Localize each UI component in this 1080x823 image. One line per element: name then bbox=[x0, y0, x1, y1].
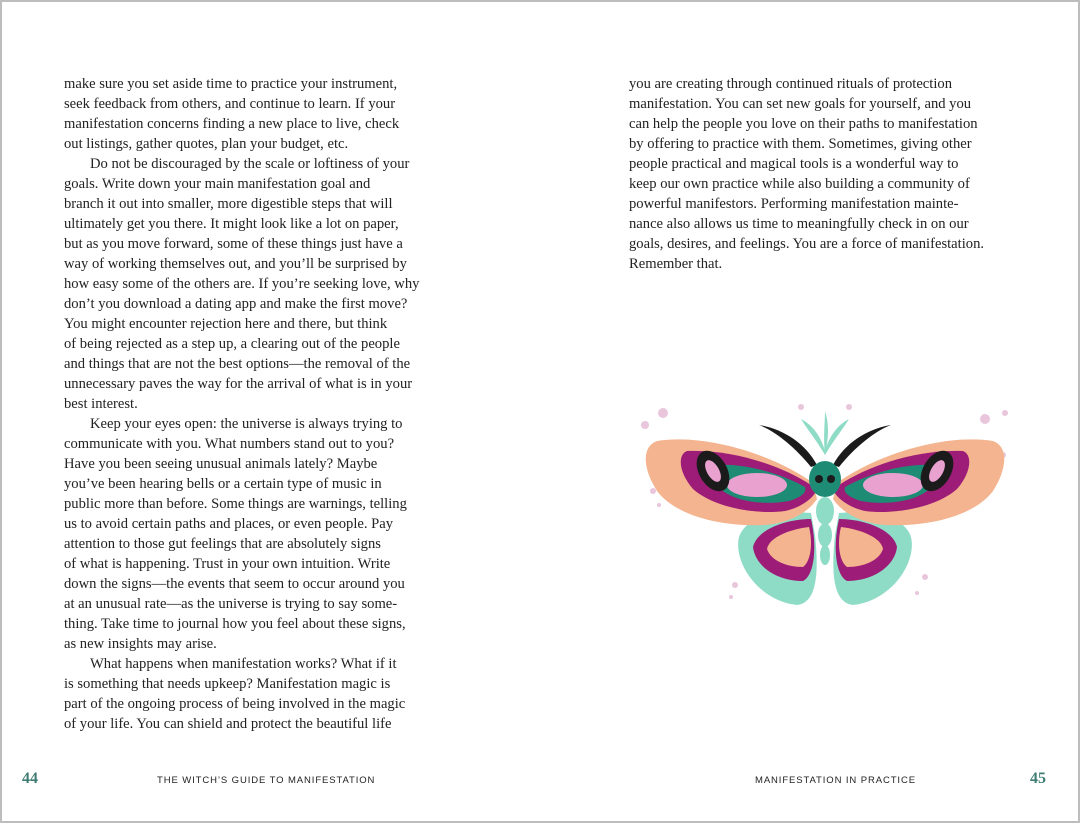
text-line: attention to those gut feelings that are absolutely signs bbox=[64, 536, 381, 552]
text-line: nance also allows us time to meaningfully check in on our bbox=[629, 216, 969, 232]
right-page-body-text bbox=[629, 74, 1021, 274]
text-line: is something that needs upkeep? Manifestation magic is bbox=[64, 676, 391, 692]
text-line: us to avoid certain paths and places, or even people. Pay bbox=[64, 516, 394, 532]
text-line: goals, desires, and feelings. You are a force of manifestation. bbox=[629, 236, 985, 252]
text-line: but as you move forward, some of these things just have a bbox=[64, 236, 403, 252]
text-line: of being rejected as a step up, a clearing out of the people bbox=[64, 336, 400, 352]
text-line: ultimately get you there. It might look like a lot on paper, bbox=[64, 216, 399, 232]
left-page-body-text bbox=[64, 74, 456, 734]
text-line: public more than before. Some things are warnings, telling bbox=[64, 496, 407, 512]
text-line: you’ve been hearing bells or a certain type of music in bbox=[64, 476, 382, 492]
text-line: thing. Take time to journal how you feel about these signs, bbox=[64, 616, 406, 632]
text-line: how easy some of the others are. If you’re seeking love, why bbox=[64, 276, 420, 292]
text-line: manifestation concerns finding a new place to live, check bbox=[64, 116, 400, 132]
page-number-left: 44 bbox=[22, 770, 38, 787]
right-page bbox=[540, 2, 1078, 821]
page-number-right: 45 bbox=[1030, 770, 1046, 787]
text-line: communicate with you. What numbers stand out to you? bbox=[64, 436, 395, 452]
leaf-sprig bbox=[801, 411, 849, 455]
running-head-left: THE WITCH’S GUIDE TO MANIFESTATION bbox=[157, 775, 376, 786]
text-line: you are creating through continued rituals of protection bbox=[629, 76, 952, 92]
text-line: unnecessary paves the way for the arrival of what is in your bbox=[64, 376, 413, 392]
running-head-right: MANIFESTATION IN PRACTICE bbox=[755, 775, 916, 786]
text-line: manifestation. You can set new goals for yourself, and you bbox=[629, 96, 972, 112]
text-line: down the signs—the events that seem to occur around you bbox=[64, 576, 405, 592]
text-line: goals. Write down your main manifestation goal and bbox=[64, 176, 371, 192]
text-line: Have you been seeing unusual animals lately? Maybe bbox=[64, 456, 378, 472]
text-line: of what is happening. Trust in your own intuition. Write bbox=[64, 556, 391, 572]
text-line: at an unusual rate—as the universe is trying to say some- bbox=[64, 596, 398, 612]
text-line: as new insights may arise. bbox=[64, 636, 217, 652]
text-line: seek feedback from others, and continue to learn. If your bbox=[64, 96, 396, 112]
text-line: don’t you download a dating app and make the first move? bbox=[64, 296, 408, 312]
text-line: Do not be discouraged by the scale or loftiness of your bbox=[90, 156, 410, 172]
text-line: keep our own practice while also building a community of bbox=[629, 176, 970, 192]
moth-illustration bbox=[635, 395, 1015, 610]
text-line: of your life. You can shield and protect the beautiful life bbox=[64, 716, 392, 732]
text-line: by offering to practice with them. Sometimes, giving other bbox=[629, 136, 972, 152]
text-line: part of the ongoing process of being involved in the magic bbox=[64, 696, 406, 712]
text-line: branch it out into smaller, more digestible steps that will bbox=[64, 196, 393, 212]
text-line: make sure you set aside time to practice your instrument, bbox=[64, 76, 398, 92]
text-line: Remember that. bbox=[629, 256, 723, 272]
left-page bbox=[2, 2, 540, 821]
text-line: You might encounter rejection here and there, but think bbox=[64, 316, 388, 332]
text-line: What happens when manifestation works? What if it bbox=[90, 656, 397, 672]
text-line: can help the people you love on their paths to manifestation bbox=[629, 116, 978, 132]
text-line: way of working themselves out, and you’ll be surprised by bbox=[64, 256, 407, 272]
text-line: powerful manifestors. Performing manifestation mainte- bbox=[629, 196, 959, 212]
text-line: Keep your eyes open: the universe is always trying to bbox=[90, 416, 403, 432]
text-line: people practical and magical tools is a wonderful way to bbox=[629, 156, 959, 172]
text-line: and things that are not the best options—the removal of the bbox=[64, 356, 411, 372]
text-line: best interest. bbox=[64, 396, 138, 412]
text-line: out listings, gather quotes, plan your budget, etc. bbox=[64, 136, 349, 152]
